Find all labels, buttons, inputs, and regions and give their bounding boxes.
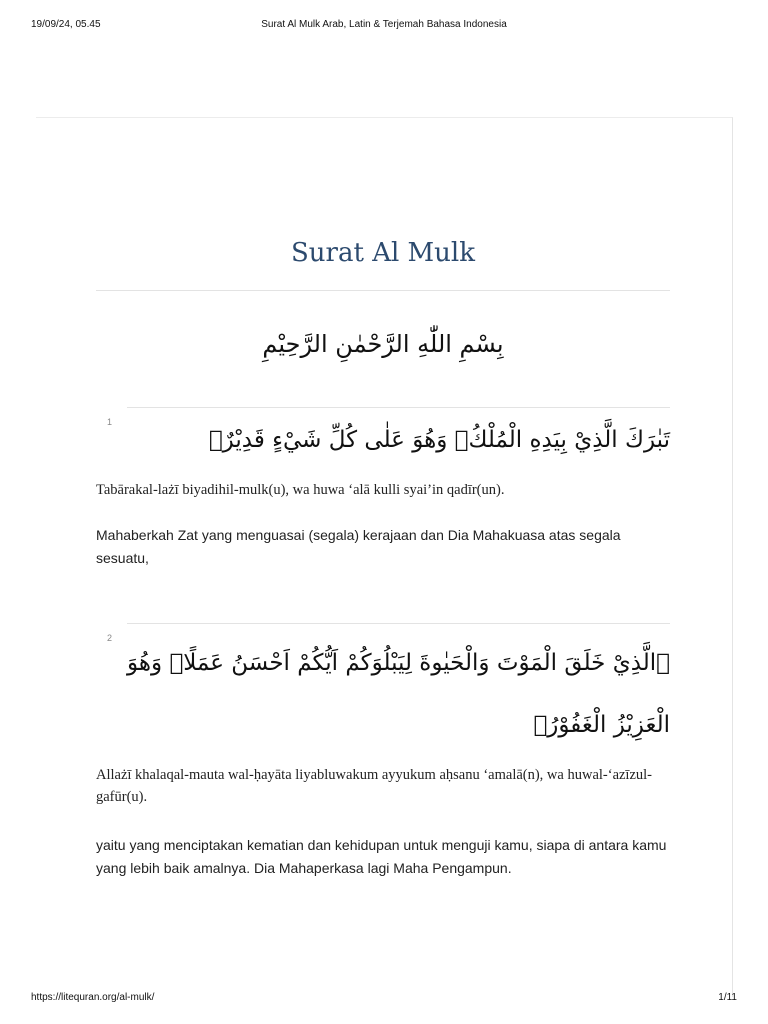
verse-arabic: ۨالَّذِيْ خَلَقَ الْمَوْتَ وَالْحَيٰوةَ لِيَبْلُوَكُمْ اَيُّكُمْ اَحْسَنُ عَمَلًاۗ وَهُوَ الْعَزِيْزُ الْغَفُوْرُۙ	[127, 650, 670, 738]
verse-latin: Tabārakal-lażī biyadihil-mulk(u), wa huwa ‘alā kulli syai’in qadīr(un).	[96, 482, 505, 498]
page-title: Surat Al Mulk	[291, 238, 475, 268]
verse-divider	[127, 623, 670, 624]
print-footer	[0, 992, 768, 1006]
print-header	[0, 19, 768, 33]
verse-translation: yaitu yang menciptakan kematian dan kehidupan untuk menguji kamu, siapa di antara kamu yang lebih baik amalnya. Dia Mahaperkasa lagi Maha Pengampun.	[96, 837, 667, 876]
verse-translation: Mahaberkah Zat yang menguasai (segala) kerajaan dan Dia Mahakuasa atas segala sesuatu,	[96, 527, 621, 566]
verse-number: 1	[107, 417, 113, 427]
print-datetime: 19/09/24, 05.45	[31, 19, 101, 30]
page-counter: 1/11	[718, 992, 737, 1003]
verse-divider	[127, 407, 670, 408]
basmalah: بِسْمِ اللّٰهِ الرَّحْمٰنِ الرَّحِيْمِ	[262, 330, 504, 358]
verse-latin: Allażī khalaqal-mauta wal-ḥayāta liyabluwakum ayyukum aḥsanu ‘amalā(n), wa huwal-‘azīzul-gafūr(u).	[96, 767, 653, 805]
page-url-link[interactable]: https://litequran.org/al-mulk/	[31, 992, 155, 1003]
print-document-title: Surat Al Mulk Arab, Latin & Terjemah Bahasa Indonesia	[261, 19, 507, 30]
title-divider	[96, 290, 670, 291]
verse-number: 2	[107, 633, 113, 643]
verse-arabic: تَبٰرَكَ الَّذِيْ بِيَدِهِ الْمُلْكُۖ وَهُوَ عَلٰى كُلِّ شَيْءٍ قَدِيْرٌۙ	[208, 427, 670, 453]
